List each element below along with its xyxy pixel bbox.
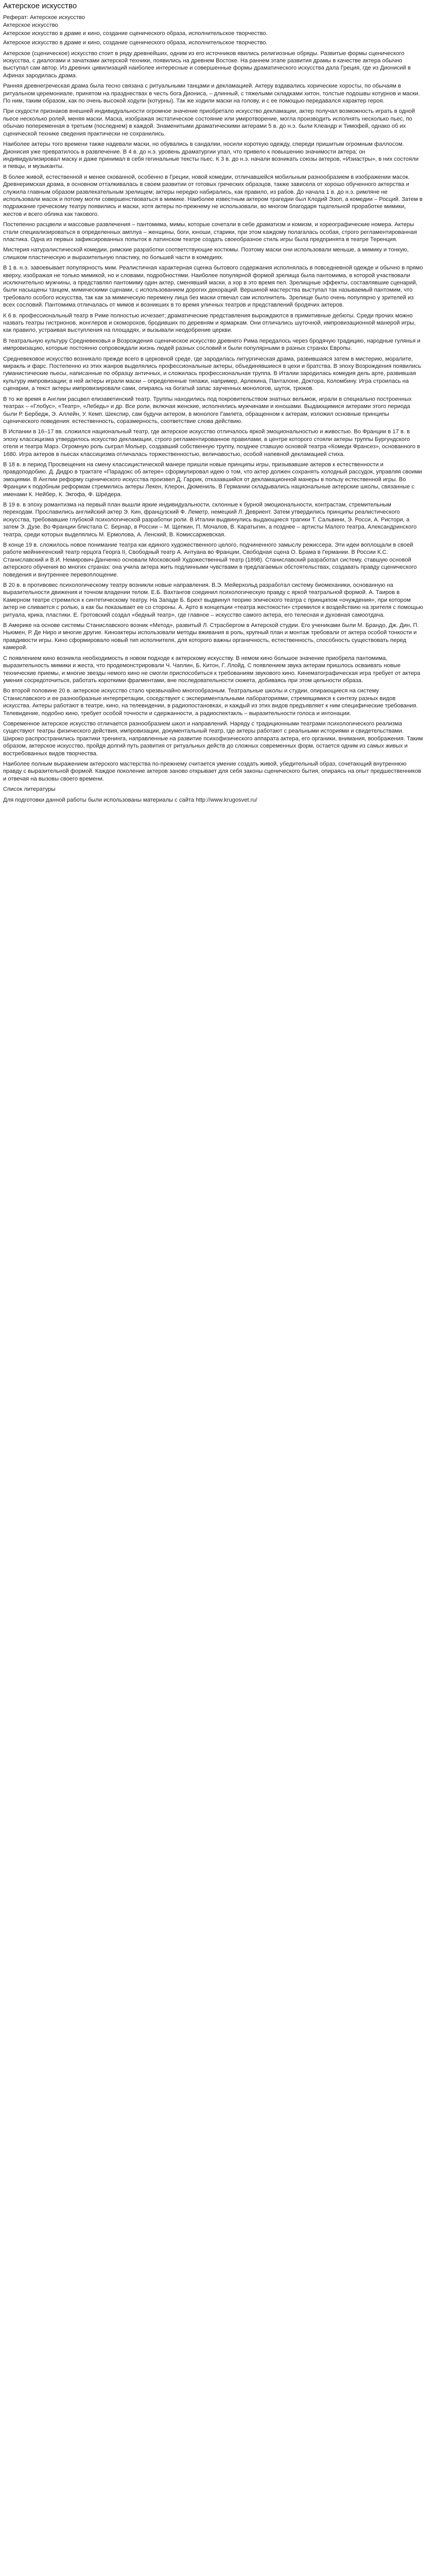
paragraph: При скудости признаков внешней индивидуальности огромное значение приобретало искусство декламации, актер получал возможность играть в одной пьесе несколько ролей, меняя маски. Маска, изображая экстатическое состояние или умиротворение, могла производить исполнять несколько пьес, по обычаю попеременная в третьем (последнем) в каждой. Знаменитыми драматическими актерами 5 в. до н.э. были Клеандр и Тимофей, однако об их сценической технике сведения практически не сохранились. [3,108,415,137]
document-lead: Актерское искусство в драме и кино, создание сценического образа, исполнительское творчество. [3,30,268,37]
paragraph: В 19 в. в эпоху романтизма на первый план вышли яркие индивидуальности, склонные к бурной эмоциональности, контрастам, стремительным переходам. Прославились английский актер Э. Кин, французский Ф. Леметр, немецкий Л. Девриент. Затем утвердились принципы реалистического искусства, требовавшие глубокой психологической разработки роли. В Италии выдвинулись выдающиеся трагики Т. Сальвини, Э. Росси, А. Ристори, а затем Э. Дузе. Во Франции блистала С. Бернар, в России – М. Щепкин, П. Мочалов, В. Каратыгин, а позднее – артисты Малого театра, Александринского театра, среди которых выделялись М. Ермолова, А. Ленский, В. Комиссаржевская. [3,501,417,538]
document-body [3,39,423,804]
paragraph: К 6 в. профессиональный театр в Риме полностью исчезает; драматические представления вырождаются в примитивные дебюты. Среди прочих можно назвать театры гистрионов, жонглеров и скоморохов, бродивших по деревням и ярмаркам. Они отличались шуточной, импровизационной манерой игры, как правило, устраивая выступления на площадях, и вызывали неодобрение церкви. [3,312,416,334]
paragraph: В Америке на основе системы Станиславского возник «Метод», развитый Л. Страсбергом в Актерской студии. Его учениками были М. Брандо, Дж. Дин, П. Ньюмен, Р. Де Ниро и многие другие. Киноактеры использовали методы вживания в роль, крупный план и монтаж требовали от актера особой тонкости и правдивости игры. Кино сформировало новый тип исполнителя, для которого важны органичность, естественность, способность существовать перед камерой. [3,622,419,651]
paragraph: Для подготовки данной работы были использованы материалы с сайта http://www.krugosvet.ru/ [3,796,257,803]
paragraph: В 20 в. в противовес психологическому театру возникли новые направления. В.Э. Мейерхольд разработал систему биомеханики, основанную на выразительности движения и точном владении телом. Е.Б. Вахтангов соединил психологическую правду с яркой театральной формой. А. Таиров в Камерном театре стремился к синтетическому театру. На Западе Б. Брехт выдвинул теорию эпического театра с принципом «очуждения», при котором актер не сливается с ролью, а как бы показывает ее со стороны. А. Арто в концепции «театра жестокости» стремился к воздействию на зрителя с помощью ритуала, крика, пластики. Е. Гротовский создал «бедный театр», где главное – искусство самого актера, его телесная и духовная самоотдача. [3,582,423,618]
paragraph: Актерское искусство в драме и кино, создание сценического образа, исполнительское творчество. [3,40,268,46]
paragraph: В 1 в. н.э. завоевывает популярность мим. Реалистичная характерная сценка бытового содержания исполнялась в повседневной одежде и обычно в прямо кверху, изображая не только мимикой, но и словами, подробностями. Наиболее популярной формой зрелища была пантомима, в которой участвовали исключительно мужчины, а представлял пантомиму один актер, сменявший маски, а хор в это время пел. Зрелищные эффекты, составлявшие сценарий, были насыщены танцем, мимическими сценами, с использованием дорогих декораций. Вершиной мастерства выступал так называемый пантомим, что требовало особого искусства, так как за мимическую перемену лица без маски отвечал сам исполнитель. Зрелище было очень популярно у зрителей из всех сословий. Пантомима отличалась от мимов и возникших в то время уличных театров и представлений бродячих актеров. [3,265,423,309]
paragraph: Наиболее полным выражением актерского мастерства по-прежнему считается умение создать живой, убедительный образ, сочетающий внутреннюю правду с выразительной формой. Каждое поколение актеров заново открывает для себя законы сценического бытия, опираясь на опыт предшественников и отвечая на вызовы своего времени. [3,760,422,782]
paragraph: Ранняя древнегреческая драма была тесно связана с ритуальными танцами и декламацией. Актеру вздавались хорические хоросты, по обычаям в ритуальном церемониале, принятом на празднествах в честь бога Диониса, – длинный, с тяжелыми складками хитон, толстые подошвы котурнов и маски. По ним, таким образом, как по очень высокой ходули (котурны). Так же ходили маски на голову, и с ее помощью передавался характер героя. [3,83,420,105]
paragraph: В Испании в 16–17 вв. сложился национальный театр, где актерское искусство отличалось яркой эмоциональностью и живостью. Во Франции в 17 в. в эпоху классицизма утвердилось искусство декламации, строго регламентированное правилами, в центре которого стояли актеры труппы Бургундского отеля и театра Марэ. Огромную роль сыграл Мольер, создавший собственную труппу, позднее ставшую основой театра «Комеди Франсез», основанного в 1680. Игра актеров в пьесах классицизма отличалась торжественностью, величавостью, особой напевной декламацией стиха. [3,429,420,457]
paragraph: В театральную культуру Средневековья и Возрождения сценическое искусство древнего Рима передалось через бродячую традицию, народные гулянья и импровизацию, которые постоянно сопровождали жизнь людей разных сословий и были популярными в разных странах Европы. [3,337,421,352]
paragraph: Список литературы [3,786,56,793]
paragraph: В более живой, естественной и менее скованной, особенно в Греции, новой комедии, отличавшейся мобильным разнообразием в изображении масок. Древнеримская драма, в основном отталкивалась в своем развитии от готовых греческих образцов, также зависела от хорошо обученного актерства и служила главным образом развлекательным зрелищем; актеры нередко набирались, как правило, из рабов. До начала 1 в. до н.э. римляне не использовали масок и потому могли совершенствоваться в мимике. Наиболее известным актером трагедии был Клодий Эзоп, а комедии – Росций. Затем в подражание греческому театру появились и маски, хотя актеры по-прежнему не использовали, во многом благодаря тщательной проработке мимики, жестов и всего облика как такового. [3,174,423,217]
document-subtitle: Актерское искусство [3,22,58,29]
paragraph: Современное актерское искусство отличается разнообразием школ и направлений. Наряду с традиционными театрами психологического реализма существуют театры физического действия, импровизации, документальный театр, где актеры работают с реальными историями и свидетельствами. Широко распространились практики тренинга, направленные на развитие психофизического аппарата актера, его органики, внимания, воображения. Таким образом, актерское искусство, пройдя долгий путь развития от ритуальных действ до сложных современных форм, остается одним из самых живых и востребованных видов творчества. [3,720,423,757]
paragraph: С появлением кино возникла необходимость в новом подходе к актерскому искусству. В немом кино большое значение приобрела пантомима, выразительность мимики и жеста, что продемонстрировали Ч. Чаплин, Б. Китон, Г. Ллойд. С появлением звука актерам пришлось осваивать новые технические приемы, и многие звезды немого кино не смогли приспособиться к требованиям звукового кино. Кинематографическая игра требует от актера умения сосредоточиться, работать короткими фрагментами, вне последовательности сюжета, добиваясь при этом цельности образа. [3,655,421,684]
document-title: Актерское искусство [3,2,77,10]
paragraph: Мистерия натуралистической комедии, римские разработки соответствующие костюмы. Поэтому маски они использовали меньше, а мимику и тонкую, слишком пластическую и выразительную пластику, по большей части в комедиях. [3,247,409,261]
paragraph: Во второй половине 20 в. актерское искусство стало чрезвычайно многообразным. Театральные школы и студии, опирающиеся на систему Станиславского и ее разнообразные интерпретации, соседствуют с экспериментальными лабораториями, стремящимися к синтезу разных видов искусства. Актеры работают в театре, кино, на телевидении, в радиопостановках, и каждый из этих видов предъявляет к ним специфические требования. Телевидение, подобно кино, требует особой точности и сдержанности, а радиоспектакль – выразительности голоса и интонации. [3,688,418,717]
paragraph: Средневековое искусство возникало прежде всего в церковной среде, где зародилась литургическая драма, развившаяся затем в мистерию, моралите, миракль и фарс. Постепенно из этих жанров выделялись профессиональные актеры, объединявшиеся в цехи и братства. В эпоху Возрождения появились гуманистические пьесы, написанные по образцу античных, и сложилась профессиональная труппа. В Италии зародилась комедия дель арте, развившая культуру импровизации; в ней актеры играли маски – определенные типажи, например, Арлекина, Панталоне, Доктора, Коломбину. Игра строилась на сценарии, а текст актеры импровизировали сами, опираясь на богатый запас заученных монологов, шуток, трюков. [3,355,422,392]
paragraph: Наиболее актеры того времени также надевали маски, но обувались в сандалии, носили короткую одежду, спереди пришитым огромным фаллосом. Дионисия уже превратилось в развлечение. В 4 в. до н.э. уровень драматургии упал, что привело к повышению значимости актера; он индивидуализировал маску и даже принимал в себя гегинальные тексты пьес. К 3 в. до н.э. начали возникать союзы актеров, «Изиастры», в них состояли и певцы, и музыканты. [3,141,418,170]
document-page [0,0,427,810]
paragraph: В конце 19 в. сложилось новое понимание театра как единого художественного целого, подчиненного замыслу режиссера. Эти идеи воплощали в своей работе мейнингенский театр герцога Георга II, Свободный театр А. Антуана во Франции, Свободная сцена О. Брама в Германии. В России К.С. Станиславский и В.И. Немирович-Данченко основали Московский Художественный театр (1898). Станиславский разработал систему, ставшую основой актерского обучения во многих странах: она учила актера жить подлинными чувствами в предлагаемых обстоятельствах, создавать правду сценического поведения и внутреннее перевоплощение. [3,542,417,578]
paragraph: В 18 в. в период Просвещения на смену классицистической манере пришли новые принципы игры, призывавшие актеров к естественности и правдоподобию. Д. Дидро в трактате «Парадокс об актере» сформулировал идею о том, что актер должен сохранять холодный рассудок, управляя своими эмоциями. В Англии реформу сценического искусства произвел Д. Гаррик, отказавшийся от декламационной манеры в пользу естественной игры. Во Франции к подобным реформам стремились актеры Лекен, Клерон, Дюмениль. В Германии складывались национальные актерские школы, связанные с именами К. Нейбер, К. Экгофа, Ф. Шрёдера. [3,461,422,498]
paragraph: Постепенно расцвели и массовые развлечения – пантомима, мимы, которые сочетали в себе драматизм и комизм, и хореографические номера. Актеры стали специализироваться в определенных амплуа – женщины, боги, юноши, старики, при этом каждому полагалась особая, строго регламентированная пластика. Одна из первых зафиксированных попыток в латинском театре создать своеобразное стиль игры была предпринята в театре Теренция. [3,222,417,243]
paragraph: В то же время в Англии расцвел елизаветинский театр. Труппы находились под покровительством знатных вельмож, играли в специально построенных театрах – «Глобус», «Театр», «Лебедь» и др. Все роли, включая женские, исполнялись мужчинами и юношами. Выдающимися актерами этого периода были Р. Бербедж, Э. Аллейн, У. Кемп. Шекспир, сам будучи актером, в монологе Гамлета, обращенном к актерам, изложил основные принципы сценического поведения: естественность, соразмерность, соответствие слова действию. [3,396,412,425]
referat-line: Реферат: Актерское искусство [3,14,85,21]
paragraph: Актерское (сценическое) искусство стоит в ряду древнейших, одним из его источников явились религиозные обряды. Развитые формы сценического искусства, с диалогами и зачатками актерской техники, появились на древнем Востоке. На раннем этапе развития драмы в качестве актера обычно выступал сам автор. Из древних цивилизаций наиболее интересные и совершенные формы драматического искусства дала Греция, где из Дионисий в Афинах зародилась драма. [3,50,411,79]
